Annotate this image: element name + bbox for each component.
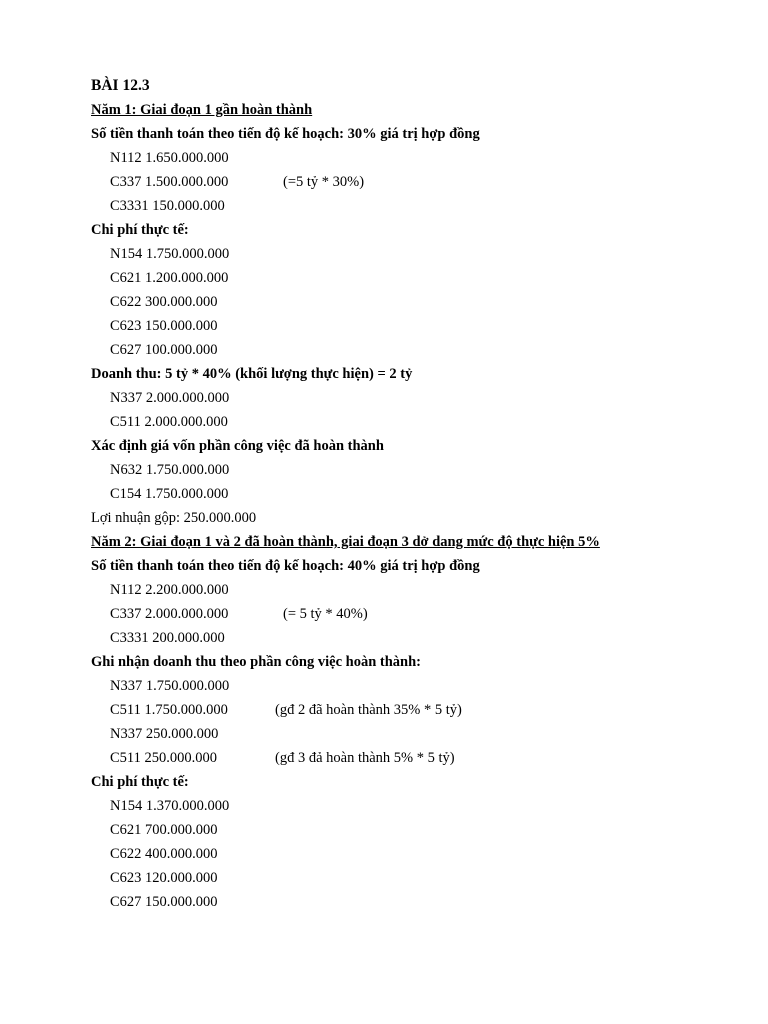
entry-account: N337 1.750.000.000 (110, 678, 230, 694)
journal-entry (91, 698, 731, 722)
journal-entry: C621 700.000.000 (110, 822, 218, 838)
entry-account: C3331 150.000.000 (110, 198, 225, 214)
journal-entry: C622 400.000.000 (110, 846, 218, 862)
journal-entry: N154 1.750.000.000 (110, 246, 230, 262)
entry-account: N112 1.650.000.000 (110, 150, 229, 166)
entry-note: (=5 tỷ * 30%) (283, 174, 365, 190)
exercise-title: BÀI 12.3 (91, 77, 150, 94)
entry-account: C337 1.500.000.000 (110, 174, 229, 190)
year2-revenue-heading: Ghi nhận doanh thu theo phần công việc hoàn thành: (91, 654, 421, 670)
journal-entry (91, 170, 731, 194)
journal-entry: C623 120.000.000 (110, 870, 218, 886)
year2-heading: Năm 2: Giai đoạn 1 và 2 đã hoàn thành, giai đoạn 3 dở dang mức độ thực hiện 5% (91, 534, 600, 550)
journal-entry (91, 146, 731, 170)
journal-entry: C627 150.000.000 (110, 894, 218, 910)
document-body (91, 74, 731, 914)
journal-entry: C622 300.000.000 (110, 294, 218, 310)
entry-account: C337 2.000.000.000 (110, 606, 229, 622)
year1-heading: Năm 1: Giai đoạn 1 gần hoàn thành (91, 102, 313, 118)
journal-entry: N632 1.750.000.000 (110, 462, 230, 478)
entry-account: N337 250.000.000 (110, 726, 219, 742)
journal-entry (91, 194, 731, 218)
journal-entry (91, 626, 731, 650)
journal-entry (91, 722, 731, 746)
journal-entry: N337 2.000.000.000 (110, 390, 230, 406)
journal-entry: N154 1.370.000.000 (110, 798, 230, 814)
journal-entry: C621 1.200.000.000 (110, 270, 229, 286)
year1-revenue-heading: Doanh thu: 5 tỷ * 40% (khối lượng thực hiện) = 2 tỷ (91, 366, 413, 382)
entry-account: C511 1.750.000.000 (110, 702, 228, 718)
journal-entry (91, 746, 731, 770)
entry-note: (= 5 tỷ * 40%) (283, 606, 368, 622)
journal-entry: C623 150.000.000 (110, 318, 218, 334)
year1-cost-heading: Chi phí thực tế: (91, 222, 189, 238)
entry-account: C511 250.000.000 (110, 750, 218, 766)
year2-payment-heading: Số tiền thanh toán theo tiến độ kế hoạch: 40% giá trị hợp đồng (91, 558, 480, 574)
journal-entry: C627 100.000.000 (110, 342, 218, 358)
year1-payment-heading: Số tiền thanh toán theo tiến độ kế hoạch: 30% giá trị hợp đồng (91, 126, 480, 142)
year1-gross-profit: Lợi nhuận gộp: 250.000.000 (91, 510, 257, 526)
entry-account: C3331 200.000.000 (110, 630, 225, 646)
entry-note: (gđ 2 đã hoàn thành 35% * 5 tỷ) (275, 702, 462, 718)
journal-entry (91, 602, 731, 626)
entry-note: (gđ 3 đả hoàn thành 5% * 5 tỷ) (275, 750, 455, 766)
journal-entry: C511 2.000.000.000 (110, 414, 228, 430)
journal-entry (91, 674, 731, 698)
year1-cogs-heading: Xác định giá vốn phần công việc đã hoàn thành (91, 438, 384, 454)
year2-cost-heading: Chi phí thực tế: (91, 774, 189, 790)
journal-entry (91, 578, 731, 602)
journal-entry: C154 1.750.000.000 (110, 486, 229, 502)
entry-account: N112 2.200.000.000 (110, 582, 229, 598)
